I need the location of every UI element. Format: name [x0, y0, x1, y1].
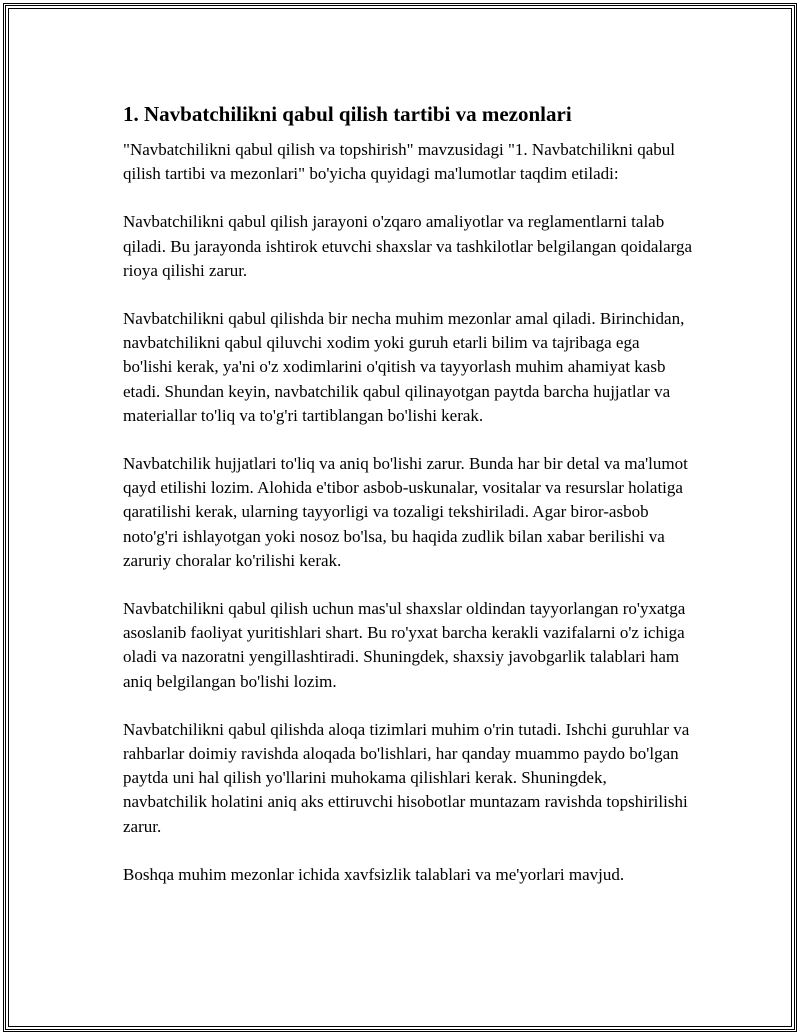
- paragraph-criteria: Navbatchilikni qabul qilishda bir necha muhim mezonlar amal qiladi. Birinchidan, navbatchilikni qabul qiluvchi xodim yoki guruh etarli bilim va tajribaga ega bo'lishi kerak, ya'ni o'z xodimlarini o'qitish va tayyorlash muhim ahamiyat kasb etadi. Shundan keyin, navbatchilik qabul qilinayotgan paytda barcha hujjatlar va materiallar to'liq va to'g'ri tartiblangan bo'lishi kerak.: [123, 309, 685, 425]
- paragraph-intro: "Navbatchilikni qabul qilish va topshirish" mavzusidagi "1. Navbatchilikni qabul qilish tartibi va mezonlari" bo'yicha quyidagi ma'lumotlar taqdim etiladi:: [123, 140, 675, 184]
- document-body: [123, 102, 693, 911]
- paragraph-documents: Navbatchilik hujjatlari to'liq va aniq bo'lishi zarur. Bunda har bir detal va ma'lumot qayd etilishi lozim. Alohida e'tibor asbob-uskunalar, vositalar va resurslar holatiga qaratilishi kerak, ularning tayyorligi va tozaligi tekshiriladi. Agar biror-asbob noto'g'ri ishlayotgan yoki nosoz bo'lsa, bu haqida zudlik bilan xabar berilishi va zaruriy choralar ko'rilishi kerak.: [123, 454, 688, 570]
- paragraph-communication: Navbatchilikni qabul qilishda aloqa tizimlari muhim o'rin tutadi. Ishchi guruhlar va rahbarlar doimiy ravishda aloqada bo'lishlari, har qanday muammo paydo bo'lgan paytda uni hal qilish yo'llarini muhokama qilishlari kerak. Shuningdek, navbatchilik holatini aniq aks ettiruvchi hisobotlar muntazam ravishda topshirilishi zarur.: [123, 719, 690, 836]
- section-heading: 1. Navbatchilikni qabul qilish tartibi va mezonlari: [123, 102, 572, 126]
- paragraph-process: Navbatchilikni qabul qilish jarayoni o'zqaro amaliyotlar va reglamentlarni talab qiladi. Bu jarayonda ishtirok etuvchi shaxslar va tashkilotlar belgilangan qoidalarga rioya qilishi zarur.: [123, 212, 693, 280]
- page-frame: [3, 3, 797, 1032]
- paragraph-safety: Boshqa muhim mezonlar ichida xavfsizlik talablari va me'yorlari mavjud.: [123, 864, 625, 884]
- paragraph-responsibility: Navbatchilikni qabul qilish uchun mas'ul shaxslar oldindan tayyorlangan ro'yxatga asoslanib faoliyat yuritishlari shart. Bu ro'yxat barcha kerakli vazifalarni o'z ichiga oladi va nazoratni yengillashtiradi. Shuningdek, shaxsiy javobgarlik talablari ham aniq belgilangan bo'lishi lozim.: [123, 599, 686, 691]
